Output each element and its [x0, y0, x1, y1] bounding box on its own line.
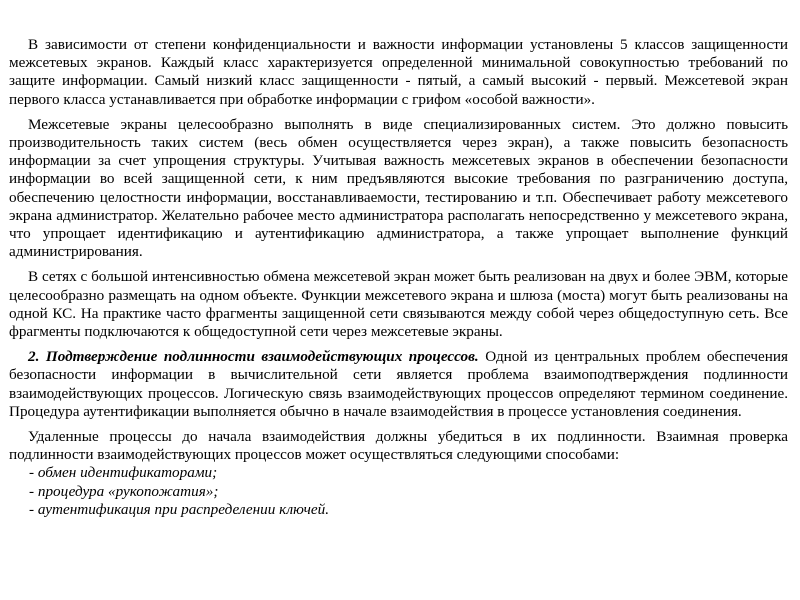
paragraph-firewall-classes: [9, 36, 788, 109]
paragraph-text: Одной из центральных проблем обеспечения безопасности информации в вычислительной сети является проблема взаимоподтверждения подлинности взаимодействующих процессов. Логическую связь взаимодействующих процессов определяют термином соединение. Процедура аутентификации выполняется обычно в начале взаимодействия в процессе установления соединения.: [9, 348, 788, 420]
authentication-methods-list: [9, 464, 788, 519]
list-item: - обмен идентификаторами;: [29, 464, 218, 482]
paragraph-remote-processes: [9, 428, 788, 464]
list-item: - процедура «рукопожатия»;: [29, 482, 219, 500]
paragraph-text: В сетях с большой интенсивностью обмена межсетевой экран может быть реализован на двух и более ЭВМ, которые целесообразно размещать на одном объекте. Функции межсетевого экрана и шлюза (моста) могут быть реализованы на одной КС. На практике часто фрагменты защищенной сети связываются между собой через общедоступную сеть. Все фрагменты подключаются к общедоступной сети через межсетевые экраны.: [9, 268, 788, 341]
paragraph-text: В зависимости от степени конфиденциальности и важности информации установлены 5 классов защищенности межсетевых экранов. Каждый класс характеризуется определенной минимальной совокупностью требований по защите информации. Самый низкий класс защищенности - пятый, а самый высокий - первый. Межсетевой экран первого класса устанавливается при обработке информации с грифом «особой важности».: [9, 36, 788, 108]
paragraph-text: Межсетевые экраны целесообразно выполнять в виде специализированных систем. Это должно повысить производительность таких систем (весь обмен осуществляется через экран), а также повысить безопасность информации за счет упрощения структуры. Учитывая важность межсетевых экранов в обеспечении безопасности информации во всей защищенной сети, к ним предъявляются высокие требования по разграничению доступа, обеспечению целостности информации, восстанавливаемости, тестированию и т.п. Обеспечивает работу межсетевого экрана администратор. Желательно рабочее место администратора располагать непосредственно у межсетевого экрана, что упрощает идентификацию и аутентификацию администратора, а также упрощает выполнение функций администрирования.: [9, 115, 788, 261]
paragraph-text: Удаленные процессы до начала взаимодействия должны убедиться в их подлинности. Взаимная проверка подлинности взаимодействующих процессов может осуществляться следующими способами:: [9, 428, 788, 464]
paragraph-high-intensity-networks: [9, 268, 788, 341]
paragraph-specialized-systems: [9, 116, 788, 262]
list-item: - аутентификация при распределении ключей.: [29, 500, 329, 518]
paragraph-authentication: [9, 348, 788, 421]
section-heading: 2. Подтверждение подлинности взаимодействующих процессов.: [28, 348, 479, 366]
